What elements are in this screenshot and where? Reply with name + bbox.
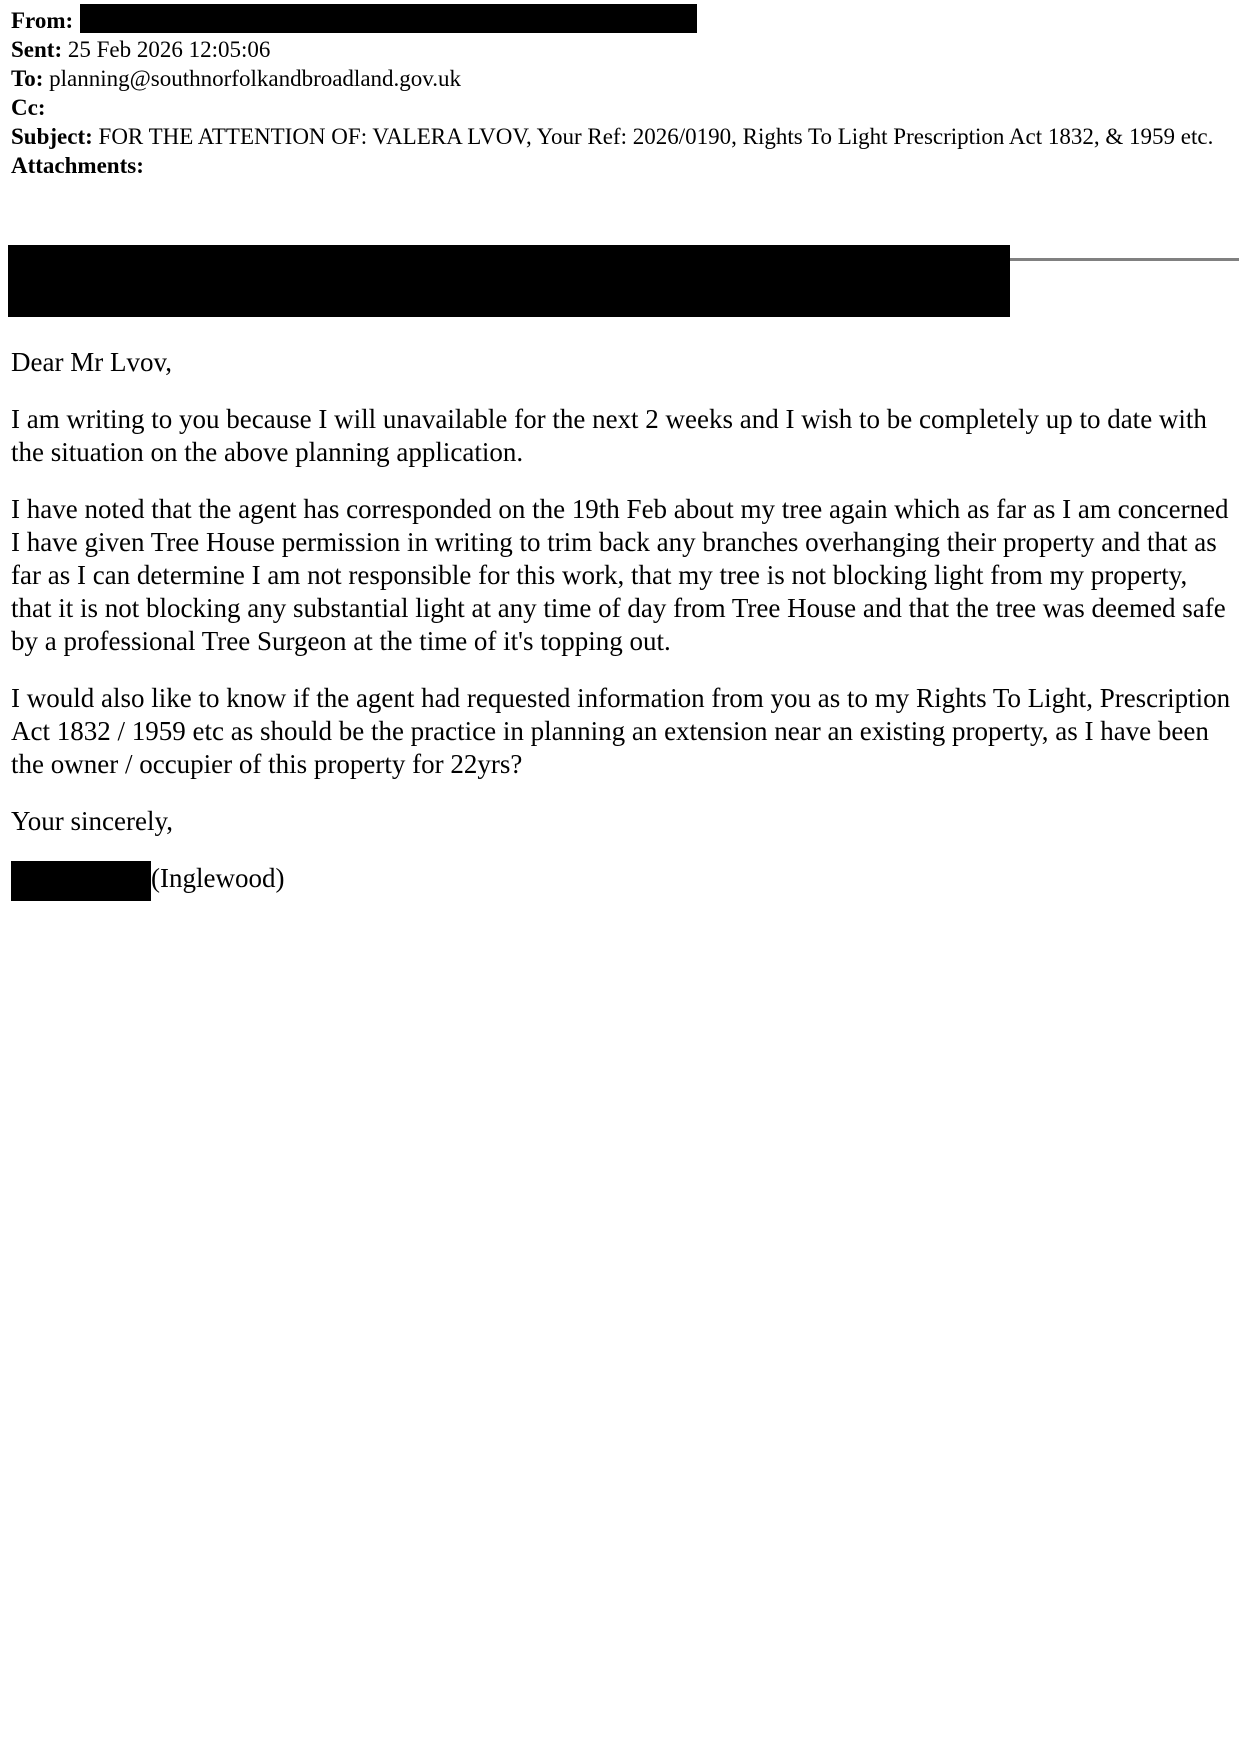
attachments-row (11, 151, 1226, 180)
to-value: planning@southnorfolkandbroadland.gov.uk (49, 66, 462, 91)
subject-label: Subject: (11, 124, 93, 149)
banner-redaction (8, 245, 1010, 317)
attachments-label: Attachments: (11, 153, 144, 178)
closing: Your sincerely, (11, 806, 173, 836)
cc-row (11, 93, 1226, 122)
subject-row (11, 122, 1226, 151)
paragraph-2: I have noted that the agent has corresponded on the 19th Feb about my tree again which as far as I am concerned I have given Tree House permission in writing to trim back any branches overhanging their property and that as far as I can determine I am not responsible for this work, that my tree is not blocking light from my property, that it is not blocking any substantial light at any time of day from Tree House and that the tree was deemed safe by a professional Tree Surgeon at the time of it's topping out. (11, 494, 1229, 656)
signature (11, 862, 1231, 901)
greeting: Dear Mr Lvov, (11, 347, 172, 377)
signature-redaction (11, 861, 151, 901)
from-redaction (80, 4, 697, 33)
header-divider (1010, 258, 1239, 261)
to-row (11, 64, 1226, 93)
paragraph-1: I am writing to you because I will unavailable for the next 2 weeks and I wish to be completely up to date with the situation on the above planning application. (11, 404, 1207, 467)
to-label: To: (11, 66, 44, 91)
subject-value: FOR THE ATTENTION OF: VALERA LVOV, Your Ref: 2026/0190, Rights To Light Prescription Act 1832, & 1959 etc. (98, 124, 1214, 149)
signature-suffix: (Inglewood) (151, 863, 285, 893)
cc-label: Cc: (11, 95, 46, 120)
paragraph-3: I would also like to know if the agent had requested information from you as to my Rights To Light, Prescription Act 1832 / 1959 etc as should be the practice in planning an extension near an existing property, as I have been the owner / occupier of this property for 22yrs? (11, 683, 1231, 779)
sent-label: Sent: (11, 37, 63, 62)
from-label: From: (11, 8, 74, 33)
sent-row (11, 35, 1226, 64)
sent-value: 25 Feb 2026 12:05:06 (67, 37, 271, 62)
letter-body (11, 346, 1231, 901)
